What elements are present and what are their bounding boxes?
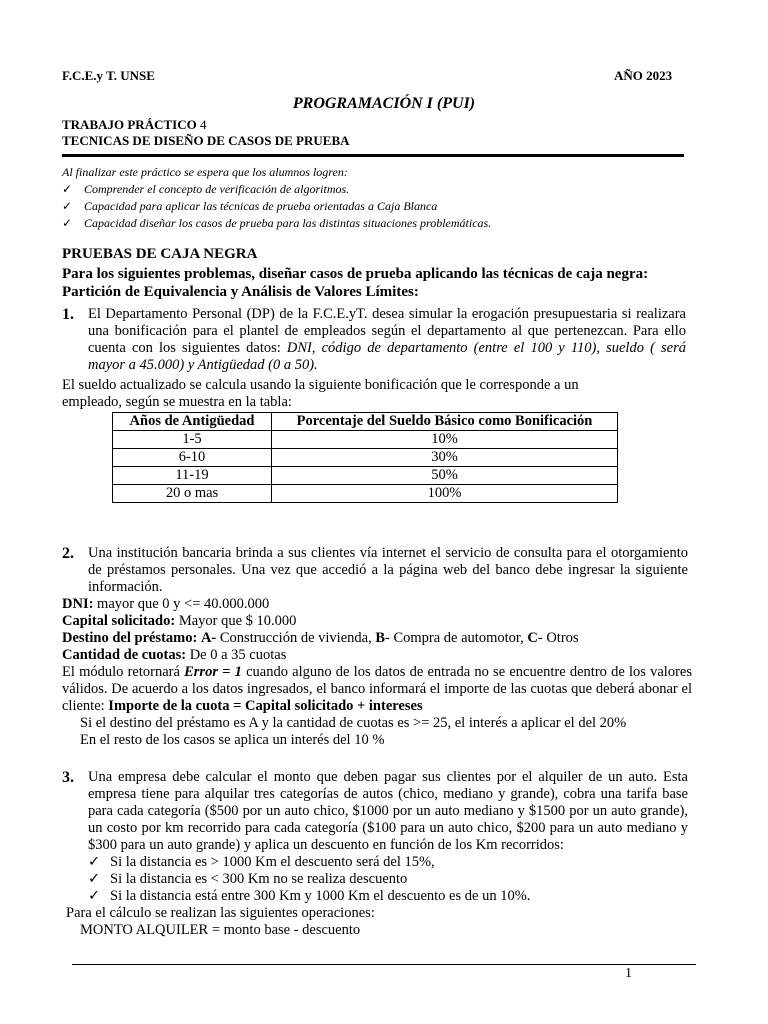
column-header: Años de Antigüedad: [113, 413, 272, 431]
monto-formula: MONTO ALQUILER = monto base - descuento: [80, 922, 361, 938]
table-cell: 10%: [272, 431, 618, 449]
table-row: [113, 431, 618, 449]
check-icon: ✓: [88, 871, 101, 887]
bonus-table: [112, 412, 618, 503]
problem-3: [62, 769, 688, 939]
check-icon: ✓: [62, 216, 73, 230]
rule-1: Si el destino del préstamo es A y la cantidad de cuotas es >= 25, el interés a aplicar el del 20%: [80, 715, 627, 731]
problem-2-number: 2.: [62, 545, 74, 562]
problem-1-data: DNI, código de departamento (entre el 100 y 110), sueldo ( será mayor a 45.000) y Antigüedad (0 a 50).: [88, 340, 686, 373]
table-row: [113, 449, 618, 467]
tp-subtitle: TECNICAS DE DISEÑO DE CASOS DE PRUEBA: [62, 133, 350, 148]
problem-1-number: 1.: [62, 306, 74, 323]
objective-item: ✓ Capacidad diseñar los casos de prueba para las distintas situaciones problemáticas.: [62, 216, 492, 230]
list-item: ✓ Si la distancia está entre 300 Km y 1000 Km el descuento es de un 10%.: [88, 888, 531, 904]
check-icon: ✓: [62, 199, 73, 213]
table-cell: 30%: [272, 449, 618, 467]
rule-2: En el resto de los casos se aplica un interés del 10 %: [80, 732, 385, 748]
header-rule: [62, 154, 684, 157]
problem-3-text: Una empresa debe calcular el monto que deben pagar sus clientes por el alquiler de un auto. Esta empresa tiene para alquilar tres categorías de autos (chico, mediano y grande), cobra una tarifa base para cada categoría ($500 por un auto chico, $1000 por un auto mediano y $1500 por un auto grande), un costo por km recorrido para cada categoría ($100 para un auto chico, $200 para un auto mediano y $300 para un auto grande) y aplica un descuento en función de los Km recorridos:: [88, 769, 688, 853]
calc-intro: Para el cálculo se realizan las siguientes operaciones:: [66, 905, 375, 921]
table-row: [113, 485, 618, 503]
problem-2: [62, 545, 688, 596]
tp-title: [62, 117, 206, 133]
table-cell: 100%: [272, 485, 618, 503]
page-number: 1: [625, 966, 632, 981]
table-cell: 50%: [272, 467, 618, 485]
problem-2-fields: [62, 596, 692, 749]
table-cell: 6-10: [113, 449, 272, 467]
check-icon: ✓: [88, 854, 101, 870]
problem-2-text: Una institución bancaria brinda a sus clientes vía internet el servicio de consulta para el otorgamiento de préstamos personales. Una vez que accedió a la página web del banco debe ingresar la siguiente información.: [88, 545, 688, 595]
check-icon: ✓: [88, 888, 101, 904]
column-header: Porcentaje del Sueldo Básico como Bonificación: [272, 413, 618, 431]
table-row: [113, 467, 618, 485]
tp-number: 4: [199, 117, 207, 132]
objectives: [62, 164, 702, 232]
year-label: AÑO 2023: [614, 68, 673, 83]
section-instructions: Para los siguientes problemas, diseñar casos de prueba aplicando las técnicas de caja negra: Partición de Equivalencia y Análisis de Valores Límites:: [62, 266, 649, 300]
problem-1-text: El Departamento Personal (DP) de la F.C.E.yT. desea simular la erogación presupuestaria si realizara una bonificación para el plantel de empleados según el departamento al que pertenezcan. Para ello cuenta con los siguientes datos:: [88, 306, 686, 356]
list-item: ✓ Si la distancia es < 300 Km no se realiza descuento: [88, 871, 408, 887]
problem-3-number: 3.: [62, 769, 74, 786]
cuota-formula: Importe de la cuota = Capital solicitado + intereses: [108, 698, 423, 714]
institution-label: F.C.E.y T. UNSE: [62, 68, 155, 83]
objective-item: ✓ Comprender el concepto de verificación de algoritmos.: [62, 182, 350, 196]
objectives-intro: Al finalizar este práctico se espera que los alumnos logren:: [62, 165, 348, 179]
section-title: PRUEBAS DE CAJA NEGRA: [62, 246, 258, 262]
problem-1: [62, 306, 686, 374]
objective-item: ✓ Capacidad para aplicar las técnicas de prueba orientadas a Caja Blanca: [62, 199, 438, 213]
table-header-row: [113, 413, 618, 431]
problem-1-after: El sueldo actualizado se calcula usando la siguiente bonificación que le corresponde a un empleado, según se muestra en la tabla:: [62, 377, 579, 410]
dni-line: DNI: mayor que 0 y <= 40.000.000: [62, 596, 270, 612]
table-cell: 1-5: [113, 431, 272, 449]
error-paragraph: El módulo retornará Error = 1 cuando alguno de los datos de entrada no se encuentre dentro de los valores válidos. De acuerdo a los datos ingresados, el banco informará el importe de las cuotas que deberá abonar el cliente: Importe de la cuota = Capital solicitado + intereses: [62, 664, 692, 714]
capital-line: Capital solicitado: Mayor que $ 10.000: [62, 613, 297, 629]
course-title: PROGRAMACIÓN I (PUI): [292, 95, 476, 112]
check-icon: ✓: [62, 182, 73, 196]
table-cell: 20 o mas: [113, 485, 272, 503]
tp-label: TRABAJO PRÁCTICO: [62, 117, 197, 132]
destino-line: Destino del préstamo: A- Construcción de vivienda, B- Compra de automotor, C- Otros: [62, 630, 579, 646]
cuotas-line: Cantidad de cuotas: De 0 a 35 cuotas: [62, 647, 287, 663]
list-item: ✓ Si la distancia es > 1000 Km el descuento será del 15%,: [88, 854, 435, 870]
footer-rule: [72, 964, 696, 965]
table-cell: 11-19: [113, 467, 272, 485]
